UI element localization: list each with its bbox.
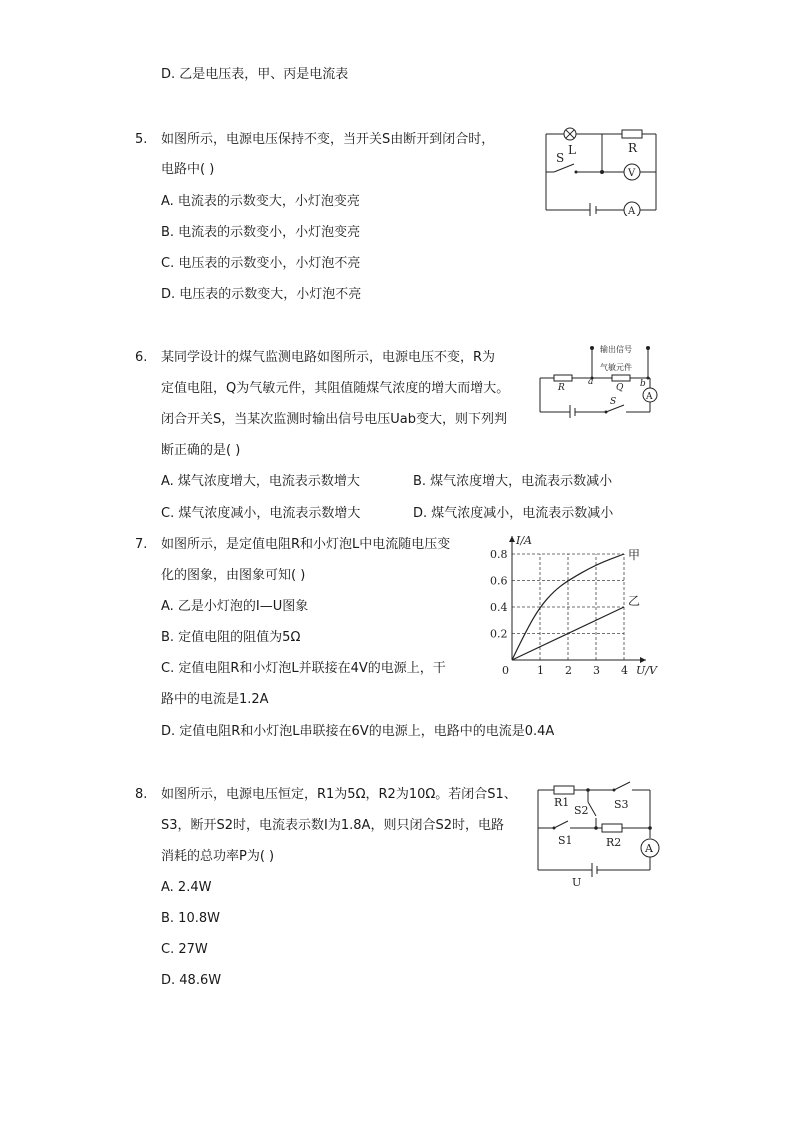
q7-number: 7. [135, 537, 148, 552]
q8-option-a: A. 2.4W [161, 880, 212, 895]
q6-s-label: S [610, 397, 617, 407]
q8-option-c: C. 27W [161, 942, 208, 957]
y-tick-label: 0.2 [490, 627, 508, 641]
q5-stem-line2: 电路中( ) [161, 162, 215, 177]
q8-stem-line1: 如图所示，电源电压恒定，R1为5Ω，R2为10Ω。若闭合S1、 [161, 787, 517, 802]
q6-b-label: b [640, 379, 646, 389]
q6-option-c: C. 煤气浓度减小，电流表示数增大 [161, 506, 361, 521]
x-tick-label: 2 [565, 664, 572, 677]
q5-option-d: D. 电压表的示数变大，小灯泡不亮 [161, 287, 362, 302]
y-tick-label: 0.4 [490, 601, 508, 614]
q6-stem-line1: 某同学设计的煤气监测电路如图所示，电源电压不变，R为 [161, 350, 496, 365]
q8-option-b: B. 10.8W [161, 911, 220, 926]
q6-sensor-label: 气敏元件 [600, 363, 632, 372]
q6-option-a: A. 煤气浓度增大，电流表示数增大 [161, 474, 360, 489]
q6-ammeter-label: A [646, 392, 653, 402]
y-axis-arrow [509, 536, 515, 542]
y-axis-label: I/A [516, 534, 532, 547]
q8-s1-label: S1 [558, 834, 573, 847]
q8-stem-line3: 消耗的总功率P为( ) [161, 849, 275, 864]
q8-stem-line2: S3，断开S2时，电流表示数I为1.8A，则只闭合S2时，电路 [161, 818, 504, 833]
q6-stem-line4: 断正确的是( ) [161, 443, 241, 458]
q7-stem-line2: 化的图象，由图象可知( ) [161, 568, 306, 583]
q8-number: 8. [135, 787, 148, 802]
q6-q-label: Q [616, 383, 624, 393]
q5-option-c: C. 电压表的示数变小，小灯泡不亮 [161, 256, 361, 271]
q5-ammeter-label: A [628, 206, 636, 216]
q5-circuit-diagram [540, 124, 662, 216]
q8-s2-label: S2 [574, 804, 589, 817]
q6-a-label: a [588, 377, 594, 387]
x-axis-arrow [640, 657, 646, 663]
x-tick-label: 4 [621, 664, 628, 677]
q5-lamp-label: L [568, 143, 576, 157]
x-tick-label: 0 [502, 664, 509, 677]
q6-stem-line3: 闭合开关S，当某次监测时输出信号电压Uab变大，则下列判 [161, 412, 507, 427]
q8-r1-label: R1 [554, 796, 570, 809]
q5-option-b: B. 电流表的示数变小，小灯泡变亮 [161, 225, 361, 240]
q8-ammeter-label: A [645, 842, 653, 855]
q6-signal-label: 输出信号 [600, 345, 632, 354]
q8-circuit-diagram [530, 778, 662, 890]
y-tick-label: 0.6 [490, 574, 508, 588]
q6-stem-line2: 定值电阻，Q为气敏元件，其阻值随煤气浓度的增大而增大。 [161, 381, 510, 396]
q5-voltmeter-label: V [628, 168, 636, 179]
q6-option-b: B. 煤气浓度增大，电流表示数减小 [413, 474, 613, 489]
q6-number: 6. [135, 350, 148, 365]
q8-source-label: U [572, 876, 582, 889]
q7-option-b: B. 定值电阻的阻值为5Ω [161, 630, 301, 645]
q7-option-c: C. 定值电阻R和小灯泡L并联接在4V的电源上，干 [161, 661, 446, 676]
q5-resistor-label: R [628, 141, 638, 155]
q7-option-a: A. 乙是小灯泡的I—U图象 [161, 599, 309, 614]
series-label-0: 甲 [628, 548, 641, 562]
x-tick-label: 3 [593, 664, 600, 677]
q7-stem-line1: 如图所示，是定值电阻R和小灯泡L中电流随电压变 [161, 537, 451, 552]
y-tick-label: 0.8 [490, 548, 508, 561]
q7-iu-chart [488, 532, 660, 678]
q5-number: 5. [135, 132, 148, 147]
q7-option-c-cont: 路中的电流是1.2A [161, 692, 269, 707]
x-tick-label: 1 [537, 664, 544, 677]
q6-option-d: D. 煤气浓度减小，电流表示数减小 [413, 506, 614, 521]
q5-option-a: A. 电流表的示数变大，小灯泡变亮 [161, 194, 360, 209]
x-axis-label: U/V [636, 664, 657, 677]
q8-s3-label: S3 [614, 798, 629, 811]
q6-circuit-diagram [536, 340, 662, 418]
series-label-1: 乙 [628, 594, 641, 608]
q8-option-d: D. 48.6W [161, 973, 222, 988]
q8-r2-label: R2 [606, 836, 622, 849]
q4-option-d: D. 乙是电压表，甲、丙是电流表 [161, 67, 349, 82]
q6-r-label: R [558, 383, 565, 393]
q5-switch-label: S [556, 151, 565, 165]
q5-stem-line1: 如图所示，电源电压保持不变，当开关S由断开到闭合时， [161, 132, 495, 147]
q7-option-d: D. 定值电阻R和小灯泡L串联接在6V的电源上，电路中的电流是0.4A [161, 724, 555, 739]
